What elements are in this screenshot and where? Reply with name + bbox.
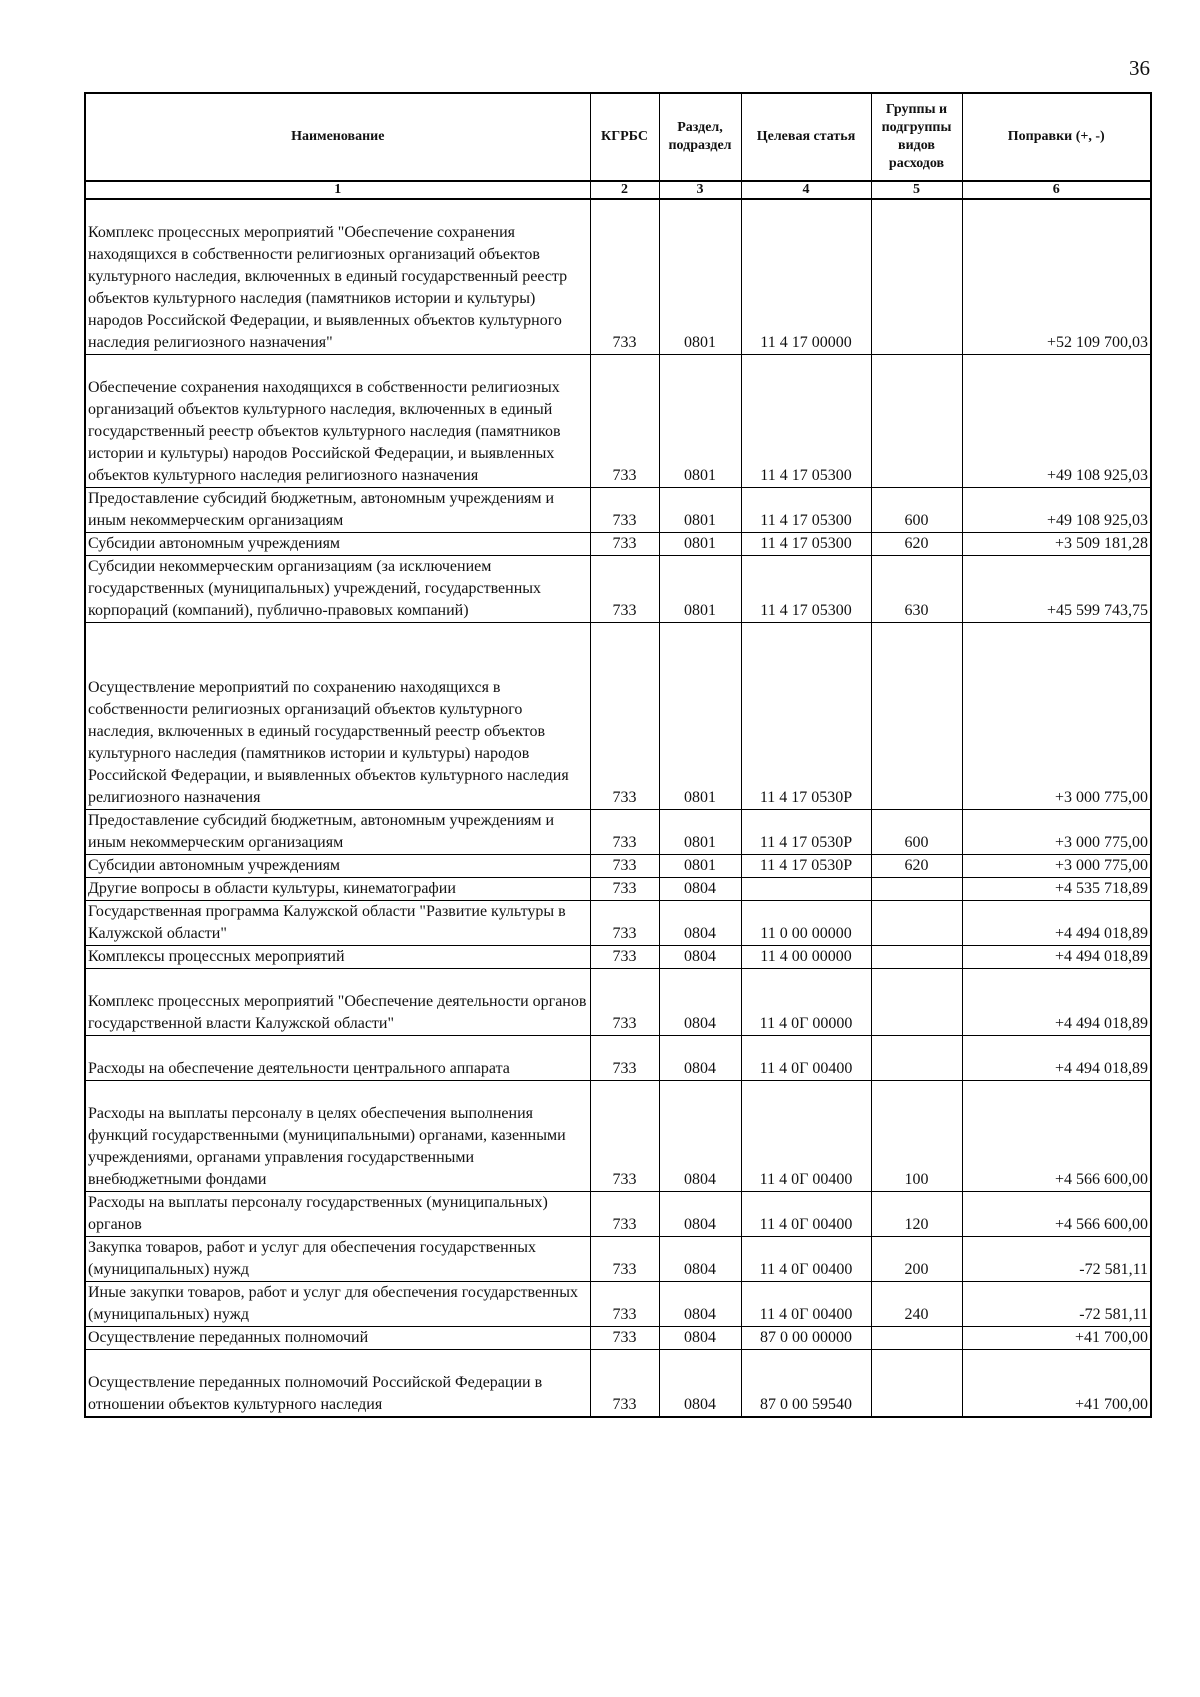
table-row [85,855,1151,878]
table-row [85,969,1151,1036]
row-amount: +3 000 775,00 [962,810,1151,855]
row-article: 11 4 17 0530Р [741,810,871,855]
table-row [85,556,1151,623]
row-name: Расходы на обеспечение деятельности центрального аппарата [85,1036,590,1081]
table-row [85,199,1151,355]
row-section: 0804 [659,901,741,946]
table-row [85,946,1151,969]
row-amount: +49 108 925,03 [962,355,1151,488]
row-name: Комплекс процессных мероприятий "Обеспечение деятельности органов государственной власти Калужской области" [85,969,590,1036]
row-section: 0801 [659,810,741,855]
table-row [85,1036,1151,1081]
row-name: Субсидии некоммерческим организациям (за исключением государственных (муниципальных) учреждений, государственных корпораций (компаний), публично-правовых компаний) [85,556,590,623]
row-section: 0804 [659,1327,741,1350]
row-article: 11 0 00 00000 [741,901,871,946]
row-section: 0804 [659,1192,741,1237]
row-group [871,878,962,901]
row-kgrbs: 733 [590,533,659,556]
row-article: 11 4 0Г 00400 [741,1237,871,1282]
row-section: 0801 [659,488,741,533]
row-section: 0801 [659,623,741,810]
row-section: 0804 [659,969,741,1036]
row-kgrbs: 733 [590,1036,659,1081]
row-kgrbs: 733 [590,1282,659,1327]
row-group: 600 [871,810,962,855]
row-section: 0801 [659,855,741,878]
row-article: 11 4 0Г 00400 [741,1036,871,1081]
row-group [871,1350,962,1418]
table-row [85,1327,1151,1350]
row-kgrbs: 733 [590,488,659,533]
column-number: 1 [85,181,590,199]
row-article: 11 4 00 00000 [741,946,871,969]
row-group [871,969,962,1036]
row-amount: +41 700,00 [962,1350,1151,1418]
header-groups: Группы и подгруппы видов расходов [871,93,962,181]
row-section: 0801 [659,533,741,556]
row-amount: +4 494 018,89 [962,901,1151,946]
row-kgrbs: 733 [590,556,659,623]
column-number: 5 [871,181,962,199]
row-section: 0801 [659,199,741,355]
row-section: 0801 [659,556,741,623]
row-kgrbs: 733 [590,1237,659,1282]
row-kgrbs: 733 [590,946,659,969]
row-group [871,1036,962,1081]
header-kgrbs: КГРБС [590,93,659,181]
row-article: 11 4 17 05300 [741,355,871,488]
row-section: 0804 [659,878,741,901]
row-amount: -72 581,11 [962,1237,1151,1282]
table-row [85,623,1151,810]
row-group: 630 [871,556,962,623]
row-group: 100 [871,1081,962,1192]
row-kgrbs: 733 [590,1350,659,1418]
table-row [85,1282,1151,1327]
table-row [85,1081,1151,1192]
row-name: Комплексы процессных мероприятий [85,946,590,969]
row-article [741,878,871,901]
table-row [85,1237,1151,1282]
column-number-row [85,181,1151,199]
row-name: Субсидии автономным учреждениям [85,855,590,878]
row-section: 0804 [659,946,741,969]
row-kgrbs: 733 [590,623,659,810]
row-group [871,1327,962,1350]
row-name: Государственная программа Калужской области "Развитие культуры в Калужской области" [85,901,590,946]
row-article: 11 4 17 05300 [741,556,871,623]
budget-amendments-table [84,92,1152,1418]
row-section: 0804 [659,1237,741,1282]
column-number: 2 [590,181,659,199]
row-name: Осуществление переданных полномочий [85,1327,590,1350]
row-amount: +3 000 775,00 [962,623,1151,810]
row-amount: +49 108 925,03 [962,488,1151,533]
row-group: 620 [871,855,962,878]
page-number: 36 [1129,56,1150,80]
row-group: 240 [871,1282,962,1327]
row-group [871,901,962,946]
row-article: 11 4 0Г 00400 [741,1282,871,1327]
row-section: 0804 [659,1282,741,1327]
column-number: 3 [659,181,741,199]
row-amount: +45 599 743,75 [962,556,1151,623]
row-section: 0804 [659,1350,741,1418]
row-section: 0804 [659,1036,741,1081]
row-group: 200 [871,1237,962,1282]
row-kgrbs: 733 [590,1081,659,1192]
row-section: 0804 [659,1081,741,1192]
table-row [85,355,1151,488]
row-name: Осуществление мероприятий по сохранению находящихся в собственности религиозных организаций объектов культурного наследия, включенных в единый государственный реестр объектов культурного наследия (памятников истории и культуры) народов Российской Федерации, и выявленных объектов культурного наследия религиозного назначения [85,623,590,810]
row-name: Предоставление субсидий бюджетным, автономным учреждениям и иным некоммерческим организациям [85,488,590,533]
header-article: Целевая статья [741,93,871,181]
table-row [85,810,1151,855]
row-article: 87 0 00 00000 [741,1327,871,1350]
row-kgrbs: 733 [590,969,659,1036]
row-name: Иные закупки товаров, работ и услуг для обеспечения государственных (муниципальных) нужд [85,1282,590,1327]
row-amount: +4 566 600,00 [962,1192,1151,1237]
row-article: 11 4 17 0530Р [741,623,871,810]
row-kgrbs: 733 [590,1327,659,1350]
table-row [85,1350,1151,1418]
row-amount: +4 566 600,00 [962,1081,1151,1192]
row-group: 600 [871,488,962,533]
row-name: Обеспечение сохранения находящихся в собственности религиозных организаций объектов культурного наследия, включенных в единый государственный реестр объектов культурного наследия (памятников истории и культуры) народов Российской Федерации, и выявленных объектов культурного наследия религиозного назначения [85,355,590,488]
row-article: 87 0 00 59540 [741,1350,871,1418]
row-article: 11 4 17 0530Р [741,855,871,878]
row-amount: +4 494 018,89 [962,1036,1151,1081]
row-group [871,199,962,355]
row-kgrbs: 733 [590,355,659,488]
row-group [871,623,962,810]
row-name: Комплекс процессных мероприятий "Обеспечение сохранения находящихся в собственности религиозных организаций объектов культурного наследия, включенных в единый государственный реестр объектов культурного наследия (памятников истории и культуры) народов Российской Федерации, и выявленных объектов культурного наследия религиозного назначения" [85,199,590,355]
row-kgrbs: 733 [590,878,659,901]
row-name: Расходы на выплаты персоналу в целях обеспечения выполнения функций государственными (муниципальными) органами, казенными учреждениями, органами управления государственными внебюджетными фондами [85,1081,590,1192]
table-row [85,901,1151,946]
row-amount: +41 700,00 [962,1327,1151,1350]
row-section: 0801 [659,355,741,488]
row-amount: +3 509 181,28 [962,533,1151,556]
row-amount: +3 000 775,00 [962,855,1151,878]
row-kgrbs: 733 [590,1192,659,1237]
table-row [85,533,1151,556]
row-group: 120 [871,1192,962,1237]
row-article: 11 4 17 05300 [741,488,871,533]
row-name: Предоставление субсидий бюджетным, автономным учреждениям и иным некоммерческим организациям [85,810,590,855]
row-article: 11 4 17 00000 [741,199,871,355]
header-section: Раздел, подраздел [659,93,741,181]
row-amount: +52 109 700,03 [962,199,1151,355]
row-amount: +4 535 718,89 [962,878,1151,901]
row-article: 11 4 0Г 00400 [741,1081,871,1192]
header-name: Наименование [85,93,590,181]
row-amount: -72 581,11 [962,1282,1151,1327]
table-header-row [85,93,1151,181]
header-amendments: Поправки (+, -) [962,93,1151,181]
row-group [871,946,962,969]
row-article: 11 4 0Г 00000 [741,969,871,1036]
row-article: 11 4 0Г 00400 [741,1192,871,1237]
row-kgrbs: 733 [590,901,659,946]
row-kgrbs: 733 [590,855,659,878]
row-group: 620 [871,533,962,556]
row-name: Субсидии автономным учреждениям [85,533,590,556]
row-amount: +4 494 018,89 [962,946,1151,969]
row-name: Другие вопросы в области культуры, кинематографии [85,878,590,901]
table-row [85,1192,1151,1237]
row-name: Осуществление переданных полномочий Российской Федерации в отношении объектов культурного наследия [85,1350,590,1418]
row-kgrbs: 733 [590,199,659,355]
row-amount: +4 494 018,89 [962,969,1151,1036]
row-name: Закупка товаров, работ и услуг для обеспечения государственных (муниципальных) нужд [85,1237,590,1282]
row-group [871,355,962,488]
row-name: Расходы на выплаты персоналу государственных (муниципальных) органов [85,1192,590,1237]
table-row [85,488,1151,533]
table-row [85,878,1151,901]
row-kgrbs: 733 [590,810,659,855]
column-number: 4 [741,181,871,199]
column-number: 6 [962,181,1151,199]
row-article: 11 4 17 05300 [741,533,871,556]
